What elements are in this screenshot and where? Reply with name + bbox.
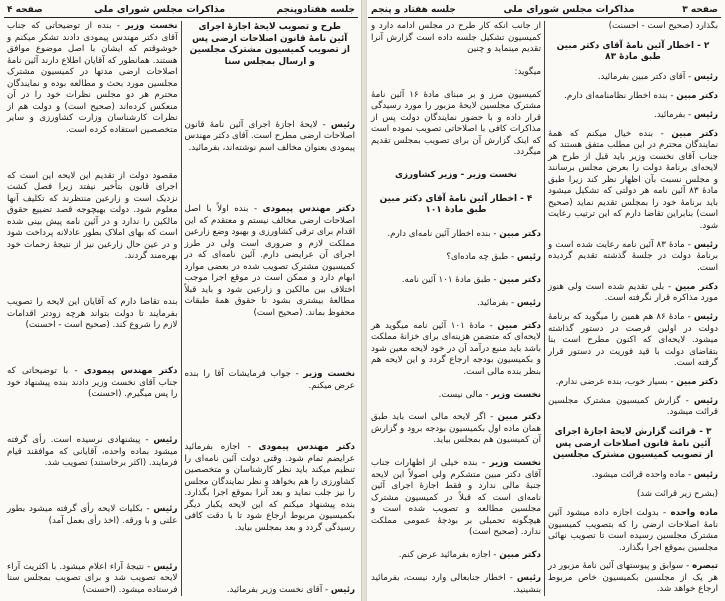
section-heading: ۳ - قرائت گزارش لایحهٔ اجازهٔ اجرای آئین نامهٔ قانون اصلاحات ارضی پس از تصویب کمیسیون مشترک مجلسین [552, 427, 714, 461]
speaker-name: رئیس [693, 239, 719, 250]
speech-text: - لایحهٔ اجازهٔ اجرای آئین نامهٔ قانون اصلاحات ارضی مطرح است. آقای دکتر مهندس پیمودی بعنوان مخالف اسم نوشته‌اند، بفرمائید. [184, 119, 355, 153]
speech-text: - بفرمائید. [653, 110, 692, 121]
session-label: جلسه هفتاد و پنجم [371, 4, 456, 15]
column-left [368, 21, 545, 596]
speech-text: - سوابق و پیوستهای آئین نامهٔ مزبور در هر یک از مجلسین بکمیسیون خاص مربوط ارجاع خواهد شد. [548, 561, 718, 595]
speech-text: - بسیار خوب، بنده عرضی ندارم. [555, 376, 674, 387]
speaker-name: نخست وزیر [489, 458, 542, 469]
speech-text: - اگر لایحه مالی است باید طبق همان ماده اول بکمیسیون بودجه برود و گزارش آن کمیسیون هم بمجلس بیاید. [371, 412, 541, 446]
page-number: صفحه ۴ [7, 4, 43, 15]
speech-paragraph [548, 129, 718, 233]
speech-text: - بنده اخطار آئین نامه‌ای دارم. [387, 229, 497, 240]
speech-text: - بکلیات لایحه رأی گرفته میشود بطور علنی و با ورقه. (اخذ رأی بعمل آمد) [7, 504, 178, 526]
speaker-name: رئیس [693, 470, 718, 481]
column-right [545, 21, 721, 596]
speech-text: - بنده خیال میکنم که همهٔ نمایندگان محترم در این مطلب متفق هستند که جناب آقای نخست وزیر باید قبل از طرح هر لایحه‌ای برنامهٔ دولت را بعرض مجلس برسانند و مجلس نسبت بآن اظهار نظر کند زیرا طبق مادهٔ ۸۳ آئین نامه هر دولتی که تشکیل میشود باید برنامهٔ خود را بمجلس تقدیم نماید (صحیح است) بنابراین تقاضا دارم که این ترتیب رعایت شود. [548, 128, 719, 231]
speech-text: - بنده اولاً با اصل اصلاحات ارضی مخالف نیستم و معتقدم که این اقدام برای ترقی کشاورزی و بهبود وضع زارعین مملکت لازم و ضروری است ولی در طرز اجرای آن عرایضی دارم. آئین نامه‌ای که در کمیسیون مشترک تصویب شده در بعضی موارد ابهام دارد و ممکن است در موقع اجرا موجب اختلاف بین مالکین و زارعین شود و باید قبلاً مطالعهٔ بیشتری بشود تا حقوق همهٔ طبقات محفوظ بماند. (صحیح است) [184, 204, 355, 318]
text-paragraph: از جانب آنکه کار طرح در مجلس ادامه دارد و کمیسیون تشکیل جلسه داده است گزارش آنرا تقدیم مینماید و چنین [371, 21, 541, 54]
section-heading: ۴ - اخطار آئین نامهٔ آقای دکتر مبین طبق مادهٔ ۱۰۱ [379, 193, 533, 216]
speaker-name: رئیس [693, 395, 719, 406]
text-paragraph: بگذارد (صحیح است - احسنت) [608, 21, 718, 31]
speaker-name: دکتر مهندس پیمودی [262, 204, 355, 215]
speaker-name: رئیس [693, 312, 718, 323]
page-columns [368, 21, 721, 596]
column-right [182, 21, 359, 596]
speech-paragraph [7, 504, 178, 527]
speech-text: - بلی تقدیم شده است ولی هنوز مورد مذاکره قرار نگرفته است. [548, 281, 718, 304]
speaker-name: دکتر مهندس پیمودی [83, 366, 178, 376]
speaker-name: رئیس [516, 252, 541, 263]
speech-text: - اجازه بفرمائید عرض کنم. [398, 550, 497, 561]
speech-text: - با توضیحاتی که جناب آقای نخست وزیر دادند بنده پیشنهاد خود را پس میگیرم. (احسنت) [7, 366, 178, 399]
page-right [368, 3, 721, 597]
speech-paragraph [548, 470, 718, 482]
speaker-name: نخست وزیر [125, 21, 178, 31]
speaker-name: رئیس [516, 297, 541, 308]
speech-text: - مادهٔ ۱۰۱ آئین نامه میگوید هر لایحه‌ای که متضمن هزینه‌ای برای خزانهٔ مملکت باشد باید منبع درآمد آن در خود لایحه معین شود و بکمیسیون بودجه ارجاع گردد و این لایحه هم بنظر بنده مالی است. [371, 320, 541, 377]
page-number: صفحه ۳ [682, 4, 718, 15]
speech-paragraph [185, 585, 356, 597]
speech-text: - طبق مادهٔ ۱۰۱ آئین نامه. [401, 275, 497, 286]
speaker-name: دکتر مبین [499, 229, 541, 240]
speech-paragraph [548, 508, 718, 554]
publication-title: مذاکرات مجلس شورای ملی [503, 4, 635, 15]
speech-text: - بدولت اجازه داده میشود آئین نامهٔ اصلاحات ارضی را که بتصویب کمیسیون مشترک مجلسین رسیده است تا تصویب نهائی مجلسین بموقع اجرا بگذارد. [548, 508, 718, 553]
speech-paragraph [548, 377, 718, 389]
speech-text: - طبق چه ماده‌ای؟ [446, 252, 515, 263]
speech-text: - بنده خیلی از اظهارات جناب آقای دکتر مبین متشکرم ولی اصولاً این لایحه جنبهٔ مالی ندارد و فقط اجازهٔ اجرای آئین نامه‌ای است که قبلاً در کمیسیون مشترک مجلسین مطالعه و تصویب شده است و هیچگونه تحمیلی بر بودجهٔ عمومی مملکت ندارد. (صحیح است) [371, 458, 541, 538]
speech-text: - ماده واحده قرائت میشود. [591, 470, 692, 481]
speaker-name: نخست وزیر [491, 389, 541, 400]
speaker-name: دکتر مبین [497, 320, 541, 331]
page-header [368, 3, 721, 18]
speaker-name: رئیس [153, 435, 178, 445]
speech-paragraph [371, 573, 541, 596]
speech-paragraph [371, 550, 541, 562]
text-paragraph: (بشرح زیر قرائت شد) [636, 489, 718, 500]
speech-text: - بنده از توضیحاتی که جناب آقای دکتر مهندس پیمودی دادند تشکر میکنم و خوشوقتم که ایشان با اصل موضوع موافق هستند. همانطور که آقایان اطلاع دارند آئین نامهٔ اصلاحات ارضی مدتها در کمیسیون مشترک مجلسین مورد بحث و مطالعه بوده و نمایندگان محترم هر دو مجلس نظرات خود را در آن منعکس کرده‌اند (صحیح است) و دولت هم از نظرات کارشناسان وزارت کشاورزی و سایر متخصصین استفاده کرده است. [7, 21, 178, 135]
page-header [4, 3, 358, 18]
publication-title: مذاکرات مجلس شورای ملی [94, 4, 226, 15]
speech-paragraph [7, 366, 178, 401]
signature-line: نخست وزیر - وزیر کشاورزی [395, 170, 517, 181]
section-heading: ۲ - اخطار آئین نامهٔ آقای دکتر مبین طبق مادهٔ ۸۳ [556, 40, 710, 63]
speaker-name: رئیس [693, 110, 718, 121]
speech-text: - اخطار جنابعالی وارد نیست، بفرمائید بنشینید. [371, 573, 541, 595]
speaker-name: دکتر مبین [676, 376, 718, 387]
speaker-name: رئیس [330, 119, 356, 130]
speech-text: - مالی نیست. [438, 389, 489, 400]
speaker-name: ماده واحده [670, 508, 718, 518]
speech-paragraph [548, 110, 718, 122]
speech-paragraph [7, 21, 178, 136]
speech-paragraph [371, 229, 541, 241]
speech-text: - بفرمائید. [476, 297, 515, 308]
speaker-name: رئیس [693, 72, 718, 83]
speech-text: - مادهٔ ۸۳ آئین نامه رعایت شده است و برنامهٔ دولت در جلسهٔ گذشته تقدیم گردیده است. [548, 239, 718, 273]
speech-text: - گزارش کمیسیون مشترک مجلسین قرائت میشود. [548, 395, 718, 418]
speaker-name: رئیس [153, 504, 178, 514]
text-paragraph: میگوید: [514, 66, 541, 77]
speech-text: - مادهٔ ۸۶ هم همین را میگوید که برنامهٔ دولت در اولین فرصت در دستور گذاشته میشود. لایحه‌ای که اکنون مطرح است بنا بتقاضای دولت با قید فوریت در دستور قرار گرفته است. [548, 312, 718, 369]
speaker-name: دکتر مبین [497, 412, 541, 423]
page-columns [4, 21, 358, 596]
speaker-name: دکتر مبین [676, 91, 718, 102]
speaker-name: دکتر مبین [675, 281, 718, 292]
speaker-name: رئیس [330, 584, 355, 595]
speaker-name: تبصره [692, 561, 718, 572]
speech-paragraph [371, 458, 541, 539]
section-heading: طرح و تصویب لایحهٔ اجازهٔ اجرای آئین نامهٔ قانون اصلاحات ارضی پس از تصویب کمیسیون مشترک مجلسین و ارسال بمجلس سنا [189, 22, 350, 67]
book-gutter [361, 0, 367, 601]
speech-text: - نتیجهٔ آراء اعلام میشود. با اکثریت آراء لایحه تصویب شد و برای تصویب بمجلس سنا فرستاده میشود. (احسنت) [7, 561, 178, 595]
speech-text: - آقای نخست وزیر بفرمائید. [226, 584, 329, 595]
session-label: جلسه هفتادوپنجم [276, 4, 355, 15]
speech-paragraph [185, 204, 356, 319]
speech-paragraph [185, 442, 356, 534]
column-left [4, 21, 182, 596]
speech-paragraph [185, 369, 356, 392]
speech-paragraph [7, 562, 178, 597]
speech-text: - اجازه بفرمائید عرایضم تمام شود. وقتی دولت آئین نامه‌ای را تنظیم میکند باید نظر کارشناسان و متخصصین کشاورزی را هم بخواهد و نظر نمایندگان مجلس را نیز جلب نماید و بعد آنرا بموقع اجرا بگذارد. بنده پیشنهاد میکنم که این لایحه یکبار دیگر بکمیسیون مربوط ارجاع شود تا با دقت کافی رسیدگی گردد و بعد بمجلس بیاید. [184, 442, 355, 533]
speech-paragraph [548, 312, 718, 370]
speech-paragraph [371, 298, 541, 310]
speaker-name: دکتر مهندس پیمودی [258, 442, 355, 453]
speaker-name: رئیس [153, 561, 178, 572]
speech-text: - پیشنهادی نرسیده است. رأی گرفته میشود بماده واحده، آقایانی که موافقند قیام فرمایند. (اکثر برخاستند) تصویب شد. [7, 435, 178, 468]
speech-text: - جواب فرمایشات آقا را بنده عرض میکنم. [184, 369, 355, 391]
speaker-name: دکتر مبین [499, 550, 541, 561]
speech-paragraph [371, 275, 541, 287]
text-paragraph: بنده تقاضا دارم که آقایان این لایحه را تصویب بفرمایند تا دولت بتواند هرچه زودتر اقدامات لازم را شروع کند. (صحیح است - احسنت) [7, 297, 178, 330]
speech-paragraph [371, 252, 541, 264]
speech-paragraph [548, 282, 718, 305]
speaker-name: رئیس [516, 573, 542, 583]
speaker-name: نخست وزیر [303, 369, 355, 380]
speech-paragraph [548, 240, 718, 275]
text-paragraph: مقصود دولت از تقدیم این لایحه این است که اجرای قانون بتأخیر نیفتد زیرا فصل کشت نزدیک است و زارعین منتظرند که تکلیف آنها معلوم شود. دولت بهیچوجه قصد تضییع حقوق مالکین را ندارد و در آئین نامه پیش بینی شده است که بهای املاک بطور عادلانه پرداخت شود و در عین حال زارعین نیز از نتیجهٔ زحمات خود بهره‌مند گردند. [7, 170, 178, 261]
speech-paragraph [548, 396, 718, 419]
speaker-name: دکتر مبین [499, 275, 541, 286]
speaker-name: دکتر مبین [671, 128, 719, 139]
speech-paragraph [548, 72, 718, 84]
speech-paragraph [371, 390, 541, 402]
speech-paragraph [7, 435, 178, 470]
page-left [4, 3, 358, 597]
speech-paragraph [371, 412, 541, 447]
speech-text: - آقای دکتر مبین بفرمائید. [597, 72, 692, 83]
speech-paragraph [548, 561, 718, 596]
speech-text: - بنده اخطار نظامنامه‌ای دارم. [564, 91, 674, 102]
speech-paragraph [371, 321, 541, 379]
text-paragraph: کمیسیون مرز و بر مبنای مادهٔ ۱۶ آئین نامهٔ مشترک مجلسین لایحهٔ مزبور را مورد رسیدگی قرار داده و با حضور نمایندگان دولت پس از مذاکرات کافی با اصلاحاتی تصویب نموده است که اینک گزارش آن برای تصویب بمجلس تقدیم میگردد. [371, 89, 542, 158]
speech-paragraph [548, 91, 718, 103]
speech-paragraph [185, 120, 356, 155]
